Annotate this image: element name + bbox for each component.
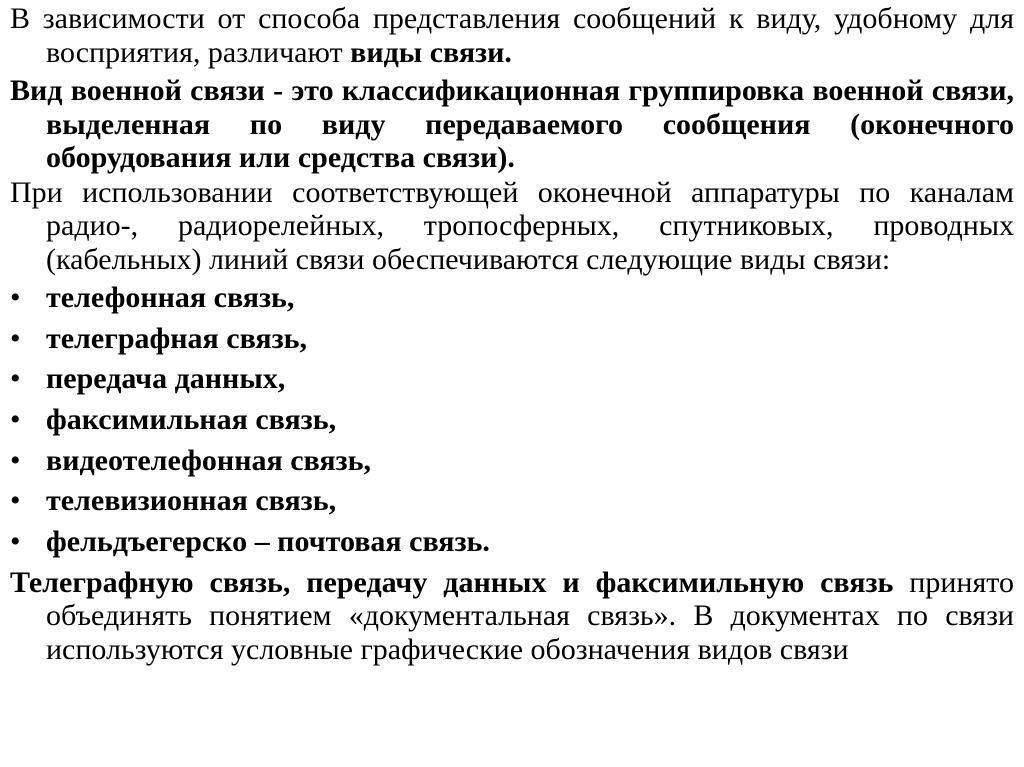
bullet-icon: • <box>10 321 21 355</box>
list-item <box>10 319 1014 360</box>
list-item <box>10 441 1014 482</box>
list-item <box>10 400 1014 441</box>
list-item <box>10 481 1014 522</box>
list-item <box>10 278 1014 319</box>
bullet-icon: • <box>10 443 21 477</box>
list-item <box>10 522 1014 563</box>
intro-bold-term: виды связи. <box>350 35 512 69</box>
list-item <box>10 359 1014 400</box>
definition-paragraph: Вид военной связи - это классификационная группировка военной связи, выделенная по виду передаваемого сообщения (оконечного оборудования или средства связи). <box>10 74 1014 174</box>
list-item-label: телеграфная связь, <box>46 321 308 355</box>
conclusion-bold-lead: Телеграфную связь, передачу данных и факсимильную связь <box>10 565 894 599</box>
list-item-label: видеотелефонная связь, <box>46 443 371 477</box>
list-item-label: телефонная связь, <box>46 281 295 314</box>
conclusion-paragraph <box>10 566 1014 667</box>
bullet-icon: • <box>10 362 21 396</box>
usage-paragraph: При использовании соответствующей оконечной аппаратуры по каналам радио-, радиорелейных, тропосферных, спутниковых, проводных (кабельных) линий связи обеспечиваются следующие виды связи: <box>10 175 1014 276</box>
bullet-icon: • <box>10 484 21 518</box>
list-item-label: факсимильная связь, <box>46 403 337 437</box>
communication-types-list <box>10 278 1014 563</box>
list-item-label: передача данных, <box>46 362 286 396</box>
conclusion-text: принято объединять понятием «документальная связь». В документах по связи используются условные графические обозначения видов связи <box>46 565 1014 666</box>
bullet-icon: • <box>10 525 21 559</box>
intro-paragraph <box>10 2 1014 69</box>
bullet-icon: • <box>10 403 21 437</box>
intro-text: В зависимости от способа представления сообщений к виду, удобному для восприятия, различают <box>10 2 1014 69</box>
bullet-icon: • <box>10 281 21 314</box>
list-item-label: телевизионная связь, <box>46 484 337 518</box>
list-item-label: фельдъегерско – почтовая связь. <box>46 525 490 559</box>
